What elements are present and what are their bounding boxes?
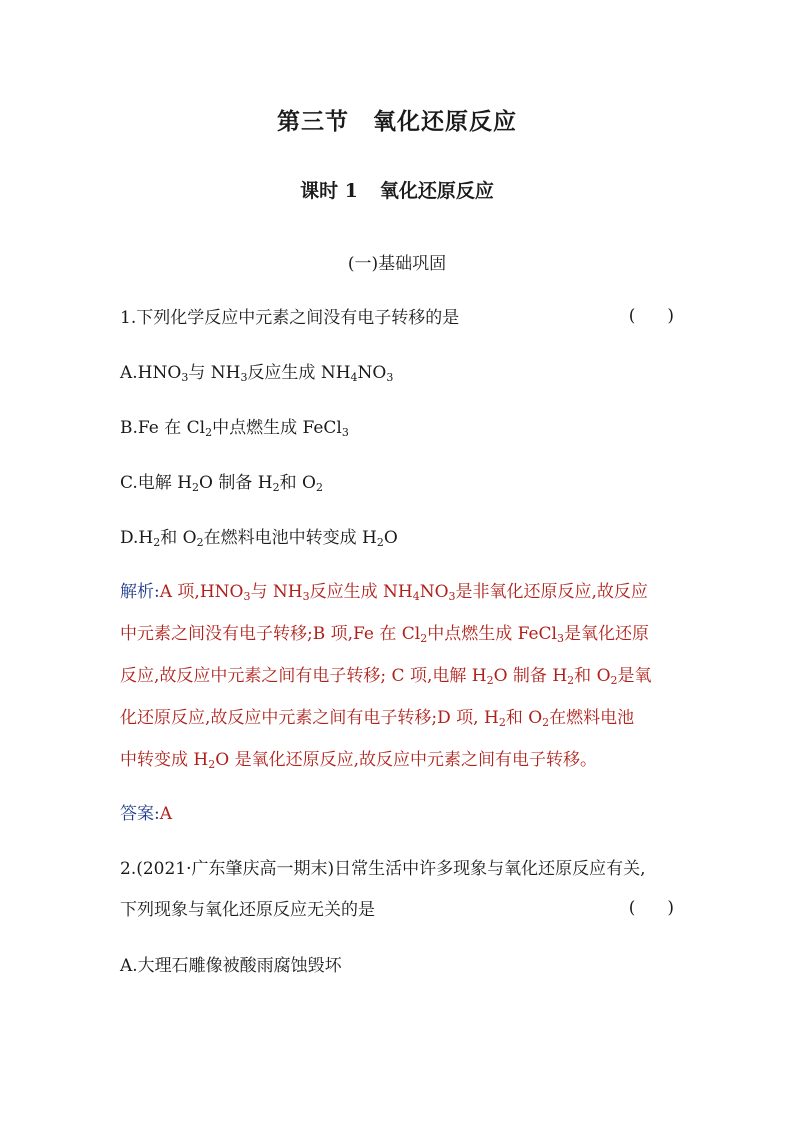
text-segment: O 制备 H bbox=[493, 666, 568, 686]
formula-subscript: 2 bbox=[205, 426, 213, 439]
text-segment: 和 O bbox=[160, 528, 197, 548]
text-segment: 是氧化还原 bbox=[564, 624, 649, 644]
formula-subscript: 3 bbox=[341, 426, 349, 439]
formula-subscript: 2 bbox=[272, 481, 280, 494]
text-segment: NO bbox=[419, 582, 449, 602]
formula-subscript: 2 bbox=[315, 481, 323, 494]
text-segment: O 制备 H bbox=[199, 473, 273, 493]
formula-subscript: 2 bbox=[567, 674, 575, 687]
question-1-answer-bracket: ( ) bbox=[628, 306, 674, 326]
text-segment: 与 NH bbox=[188, 363, 241, 383]
question-2-option-a: A.大理石雕像被酸雨腐蚀毁坏 bbox=[120, 956, 342, 976]
formula-subscript: 3 bbox=[240, 371, 248, 384]
title-topic: 氧化还原反应 bbox=[373, 108, 517, 135]
text-segment: 是非氧化还原反应,故反应 bbox=[455, 582, 648, 602]
text-segment: O 是氧化还原反应,故反应中元素之间有电子转移。 bbox=[215, 750, 597, 770]
text-segment: 中元素之间没有电子转移;B 项,Fe 在 Cl bbox=[120, 624, 421, 644]
analysis-line-1 bbox=[120, 580, 648, 604]
analysis-line-3 bbox=[120, 664, 652, 688]
formula-subscript: 2 bbox=[208, 758, 216, 771]
text-segment: O bbox=[383, 528, 398, 548]
analysis-line-4 bbox=[120, 706, 634, 730]
subtitle-topic: 氧化还原反应 bbox=[379, 180, 494, 202]
answer-label: 答案: bbox=[120, 804, 160, 824]
formula-subscript: 3 bbox=[302, 590, 310, 603]
formula-subscript: 2 bbox=[542, 716, 550, 729]
text-segment: 反应生成 NH bbox=[309, 582, 413, 602]
analysis-label: 解析: bbox=[120, 582, 160, 602]
text-segment: A.HNO bbox=[120, 363, 182, 383]
question-2-stem-line-2: 下列现象与氧化还原反应无关的是 bbox=[120, 900, 375, 920]
formula-subscript: 2 bbox=[196, 536, 204, 549]
text-segment: 中转变成 H bbox=[120, 750, 209, 770]
text-segment: B.Fe 在 Cl bbox=[120, 418, 206, 438]
lesson-subtitle bbox=[0, 176, 794, 203]
text-segment: 中点燃生成 FeCl bbox=[427, 624, 557, 644]
text-segment: 和 O bbox=[505, 708, 543, 728]
question-2-stem-line-1: 2.(2021·广东肇庆高一期末)日常生活中许多现象与氧化还原反应有关, bbox=[120, 859, 646, 879]
formula-subscript: 2 bbox=[498, 716, 506, 729]
question-1-option-a bbox=[120, 361, 393, 385]
text-segment: 在燃料电池 bbox=[549, 708, 635, 728]
formula-subscript: 3 bbox=[448, 590, 456, 603]
formula-subscript: 2 bbox=[486, 674, 494, 687]
text-segment: D.H bbox=[120, 528, 154, 548]
text-segment: A 项,HNO bbox=[159, 582, 244, 602]
text-segment: 中点燃生成 FeCl bbox=[212, 418, 342, 438]
answer-line bbox=[120, 802, 172, 826]
answer-value: A bbox=[159, 804, 173, 824]
formula-subscript: 3 bbox=[386, 371, 394, 384]
text-segment: NO bbox=[357, 363, 387, 383]
text-segment: 和 O bbox=[279, 473, 316, 493]
formula-subscript: 2 bbox=[192, 481, 200, 494]
formula-subscript: 3 bbox=[181, 371, 189, 384]
question-1-option-b bbox=[120, 416, 349, 440]
formula-subscript: 4 bbox=[412, 590, 420, 603]
question-1-stem: 1.下列化学反应中元素之间没有电子转移的是 bbox=[120, 308, 460, 328]
text-segment: 化还原反应,故反应中元素之间有电子转移;D 项, H bbox=[120, 708, 499, 728]
formula-subscript: 2 bbox=[420, 632, 428, 645]
formula-subscript: 3 bbox=[557, 632, 564, 645]
formula-subscript: 2 bbox=[610, 674, 618, 687]
text-segment: 与 NH bbox=[250, 582, 303, 602]
title-section-number: 第三节 bbox=[277, 108, 349, 135]
analysis-line-2 bbox=[120, 622, 649, 646]
text-segment: 在燃料电池中转变成 H bbox=[203, 528, 377, 548]
formula-subscript: 2 bbox=[376, 536, 384, 549]
text-segment: 是氧 bbox=[617, 666, 652, 686]
formula-subscript: 3 bbox=[243, 590, 251, 603]
question-1-option-c bbox=[120, 471, 323, 495]
text-segment: 和 O bbox=[574, 666, 611, 686]
formula-subscript: 2 bbox=[153, 536, 161, 549]
text-segment: 反应生成 NH bbox=[247, 363, 351, 383]
section-heading: (一)基础巩固 bbox=[347, 254, 447, 274]
question-2-answer-bracket: ( ) bbox=[628, 898, 674, 918]
analysis-line-5 bbox=[120, 748, 597, 772]
text-segment: 反应,故反应中元素之间有电子转移; C 项,电解 H bbox=[120, 666, 487, 686]
question-1-option-d bbox=[120, 526, 398, 550]
text-segment: C.电解 H bbox=[120, 473, 193, 493]
formula-subscript: 4 bbox=[350, 371, 358, 384]
subtitle-lesson-number: 课时 1 bbox=[300, 180, 358, 202]
page-title bbox=[0, 103, 794, 136]
